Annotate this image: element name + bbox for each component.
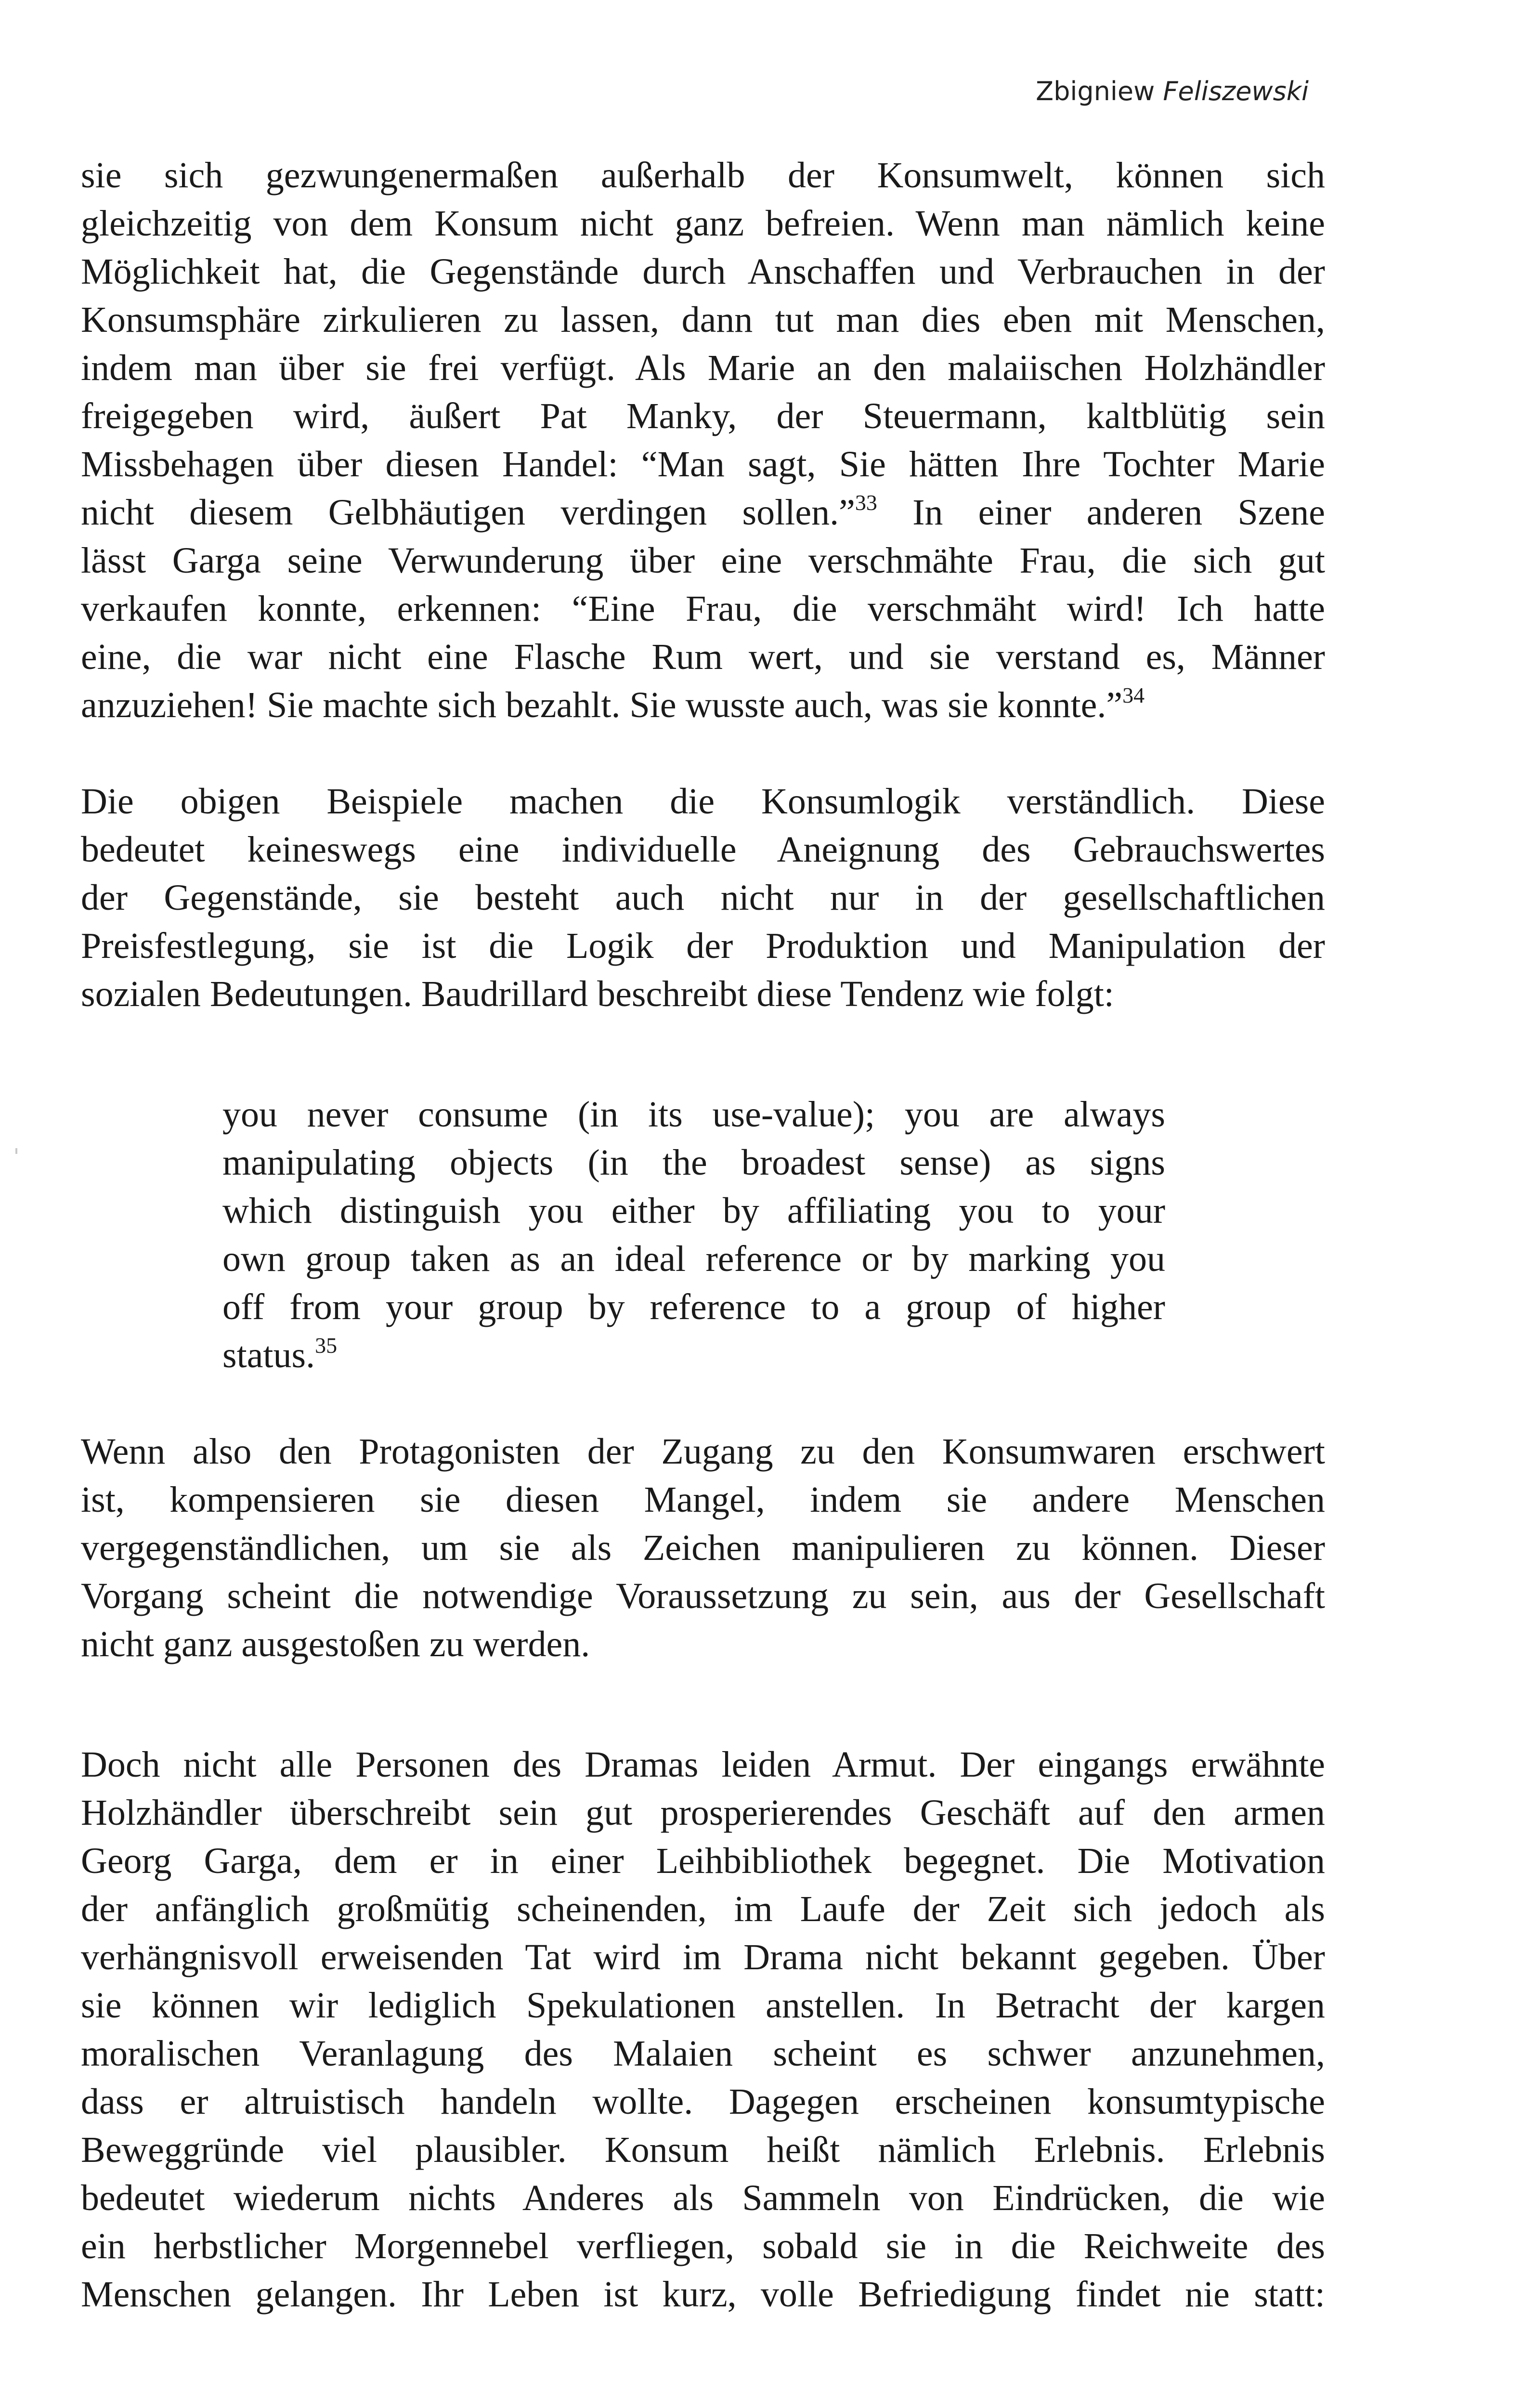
text-line: Die obigen Beispiele machen die Konsumlogik verständlich. Diese: [81, 781, 1325, 822]
text-line: gleichzeitig von dem Konsum nicht ganz befreien. Wenn man nämlich keine: [81, 203, 1325, 244]
text-line: freigegeben wird, äußert Pat Manky, der Steuermann, kaltblütig sein: [81, 396, 1325, 436]
quote-line: off from your group by reference to a group of higher: [222, 1287, 1165, 1327]
text-line: Doch nicht alle Personen des Dramas leiden Armut. Der eingangs erwähnte: [81, 1744, 1325, 1785]
quote-line-with-footnote: [222, 1331, 1165, 1379]
quote-line: you never consume (in its use-value); you are always: [222, 1094, 1165, 1135]
text-line: Holzhändler überschreibt sein gut prosperierendes Geschäft auf den armen: [81, 1793, 1325, 1833]
text-segment: nicht diesem Gelbhäutigen verdingen sollen.”: [81, 492, 855, 533]
text-line: ist, kompensieren sie diesen Mangel, indem sie andere Menschen: [81, 1479, 1325, 1520]
text-line: sie können wir lediglich Spekulationen anstellen. In Betracht der kargen: [81, 1985, 1325, 2026]
text-segment: In einer anderen Szene: [912, 492, 1325, 533]
text-line: moralischen Veranlagung des Malaien scheint es schwer anzunehmen,: [81, 2033, 1325, 2074]
text-segment: status.: [222, 1335, 315, 1375]
footnote-ref-34: 34: [1122, 683, 1145, 707]
text-line: Georg Garga, dem er in einer Leihbibliothek begegnet. Die Motivation: [81, 1841, 1325, 1881]
margin-mark: [15, 1148, 17, 1154]
footnote-ref-35: 35: [315, 1333, 338, 1358]
header-author-first: Zbigniew: [1036, 76, 1155, 106]
text-line: Beweggründe viel plausibler. Konsum heißt nämlich Erlebnis. Erlebnis: [81, 2130, 1325, 2170]
running-header: [1036, 76, 1309, 106]
paragraph-4: [81, 1741, 1325, 2318]
block-quote: [222, 1090, 1165, 1379]
text-line: bedeutet wiederum nichts Anderes als Sammeln von Eindrücken, die wie: [81, 2178, 1325, 2218]
text-line: Preisfestlegung, sie ist die Logik der Produktion und Manipulation der: [81, 926, 1325, 966]
text-line: Wenn also den Protagonisten der Zugang zu den Konsumwaren erschwert: [81, 1431, 1325, 1472]
text-line: ein herbstlicher Morgennebel verfliegen, sobald sie in die Reichweite des: [81, 2226, 1325, 2266]
text-line: lässt Garga seine Verwunderung über eine verschmähte Frau, die sich gut: [81, 540, 1325, 581]
paragraph-1: [81, 151, 1325, 729]
text-line: sozialen Bedeutungen. Baudrillard beschreibt diese Tendenz wie folgt:: [81, 974, 1114, 1014]
text-line-with-footnote: [81, 488, 1325, 537]
text-line: der Gegenstände, sie besteht auch nicht nur in der gesellschaftlichen: [81, 877, 1325, 918]
text-line-with-footnote: [81, 681, 1325, 729]
text-line: bedeutet keineswegs eine individuelle Aneignung des Gebrauchswertes: [81, 829, 1325, 870]
text-line: indem man über sie frei verfügt. Als Marie an den malaiischen Holzhändler: [81, 348, 1325, 388]
text-line: nicht ganz ausgestoßen zu werden.: [81, 1624, 590, 1664]
text-segment: anzuziehen! Sie machte sich bezahlt. Sie wusste auch, was sie konnte.”: [81, 685, 1123, 725]
text-line: Vorgang scheint die notwendige Voraussetzung zu sein, aus der Gesellschaft: [81, 1576, 1325, 1616]
quote-line: own group taken as an ideal reference or by marking you: [222, 1239, 1165, 1279]
footnote-ref-33: 33: [855, 490, 877, 515]
header-author-last: Feliszewski: [1163, 76, 1309, 106]
text-line: sie sich gezwungenermaßen außerhalb der Konsumwelt, können sich: [81, 155, 1325, 196]
text-line: vergegenständlichen, um sie als Zeichen manipulieren zu können. Dieser: [81, 1528, 1325, 1568]
text-line: Missbehagen über diesen Handel: “Man sagt, Sie hätten Ihre Tochter Marie: [81, 444, 1325, 484]
paragraph-2: [81, 777, 1325, 1018]
text-line: eine, die war nicht eine Flasche Rum wert, und sie verstand es, Männer: [81, 637, 1325, 677]
text-line: verkaufen konnte, erkennen: “Eine Frau, die verschmäht wird! Ich hatte: [81, 589, 1325, 629]
text-line: Menschen gelangen. Ihr Leben ist kurz, volle Befriedigung findet nie statt:: [81, 2274, 1325, 2315]
paragraph-3: [81, 1427, 1325, 1668]
quote-line: which distinguish you either by affiliating you to your: [222, 1191, 1165, 1231]
quote-line: manipulating objects (in the broadest sense) as signs: [222, 1142, 1165, 1183]
text-line: Möglichkeit hat, die Gegenstände durch Anschaffen und Verbrauchen in der: [81, 251, 1325, 292]
text-line: Konsumsphäre zirkulieren zu lassen, dann tut man dies eben mit Menschen,: [81, 300, 1325, 340]
text-line: dass er altruistisch handeln wollte. Dagegen erscheinen konsumtypische: [81, 2081, 1325, 2122]
text-line: verhängnisvoll erweisenden Tat wird im Drama nicht bekannt gegeben. Über: [81, 1937, 1325, 1977]
text-line: der anfänglich großmütig scheinenden, im Laufe der Zeit sich jedoch als: [81, 1889, 1325, 1929]
